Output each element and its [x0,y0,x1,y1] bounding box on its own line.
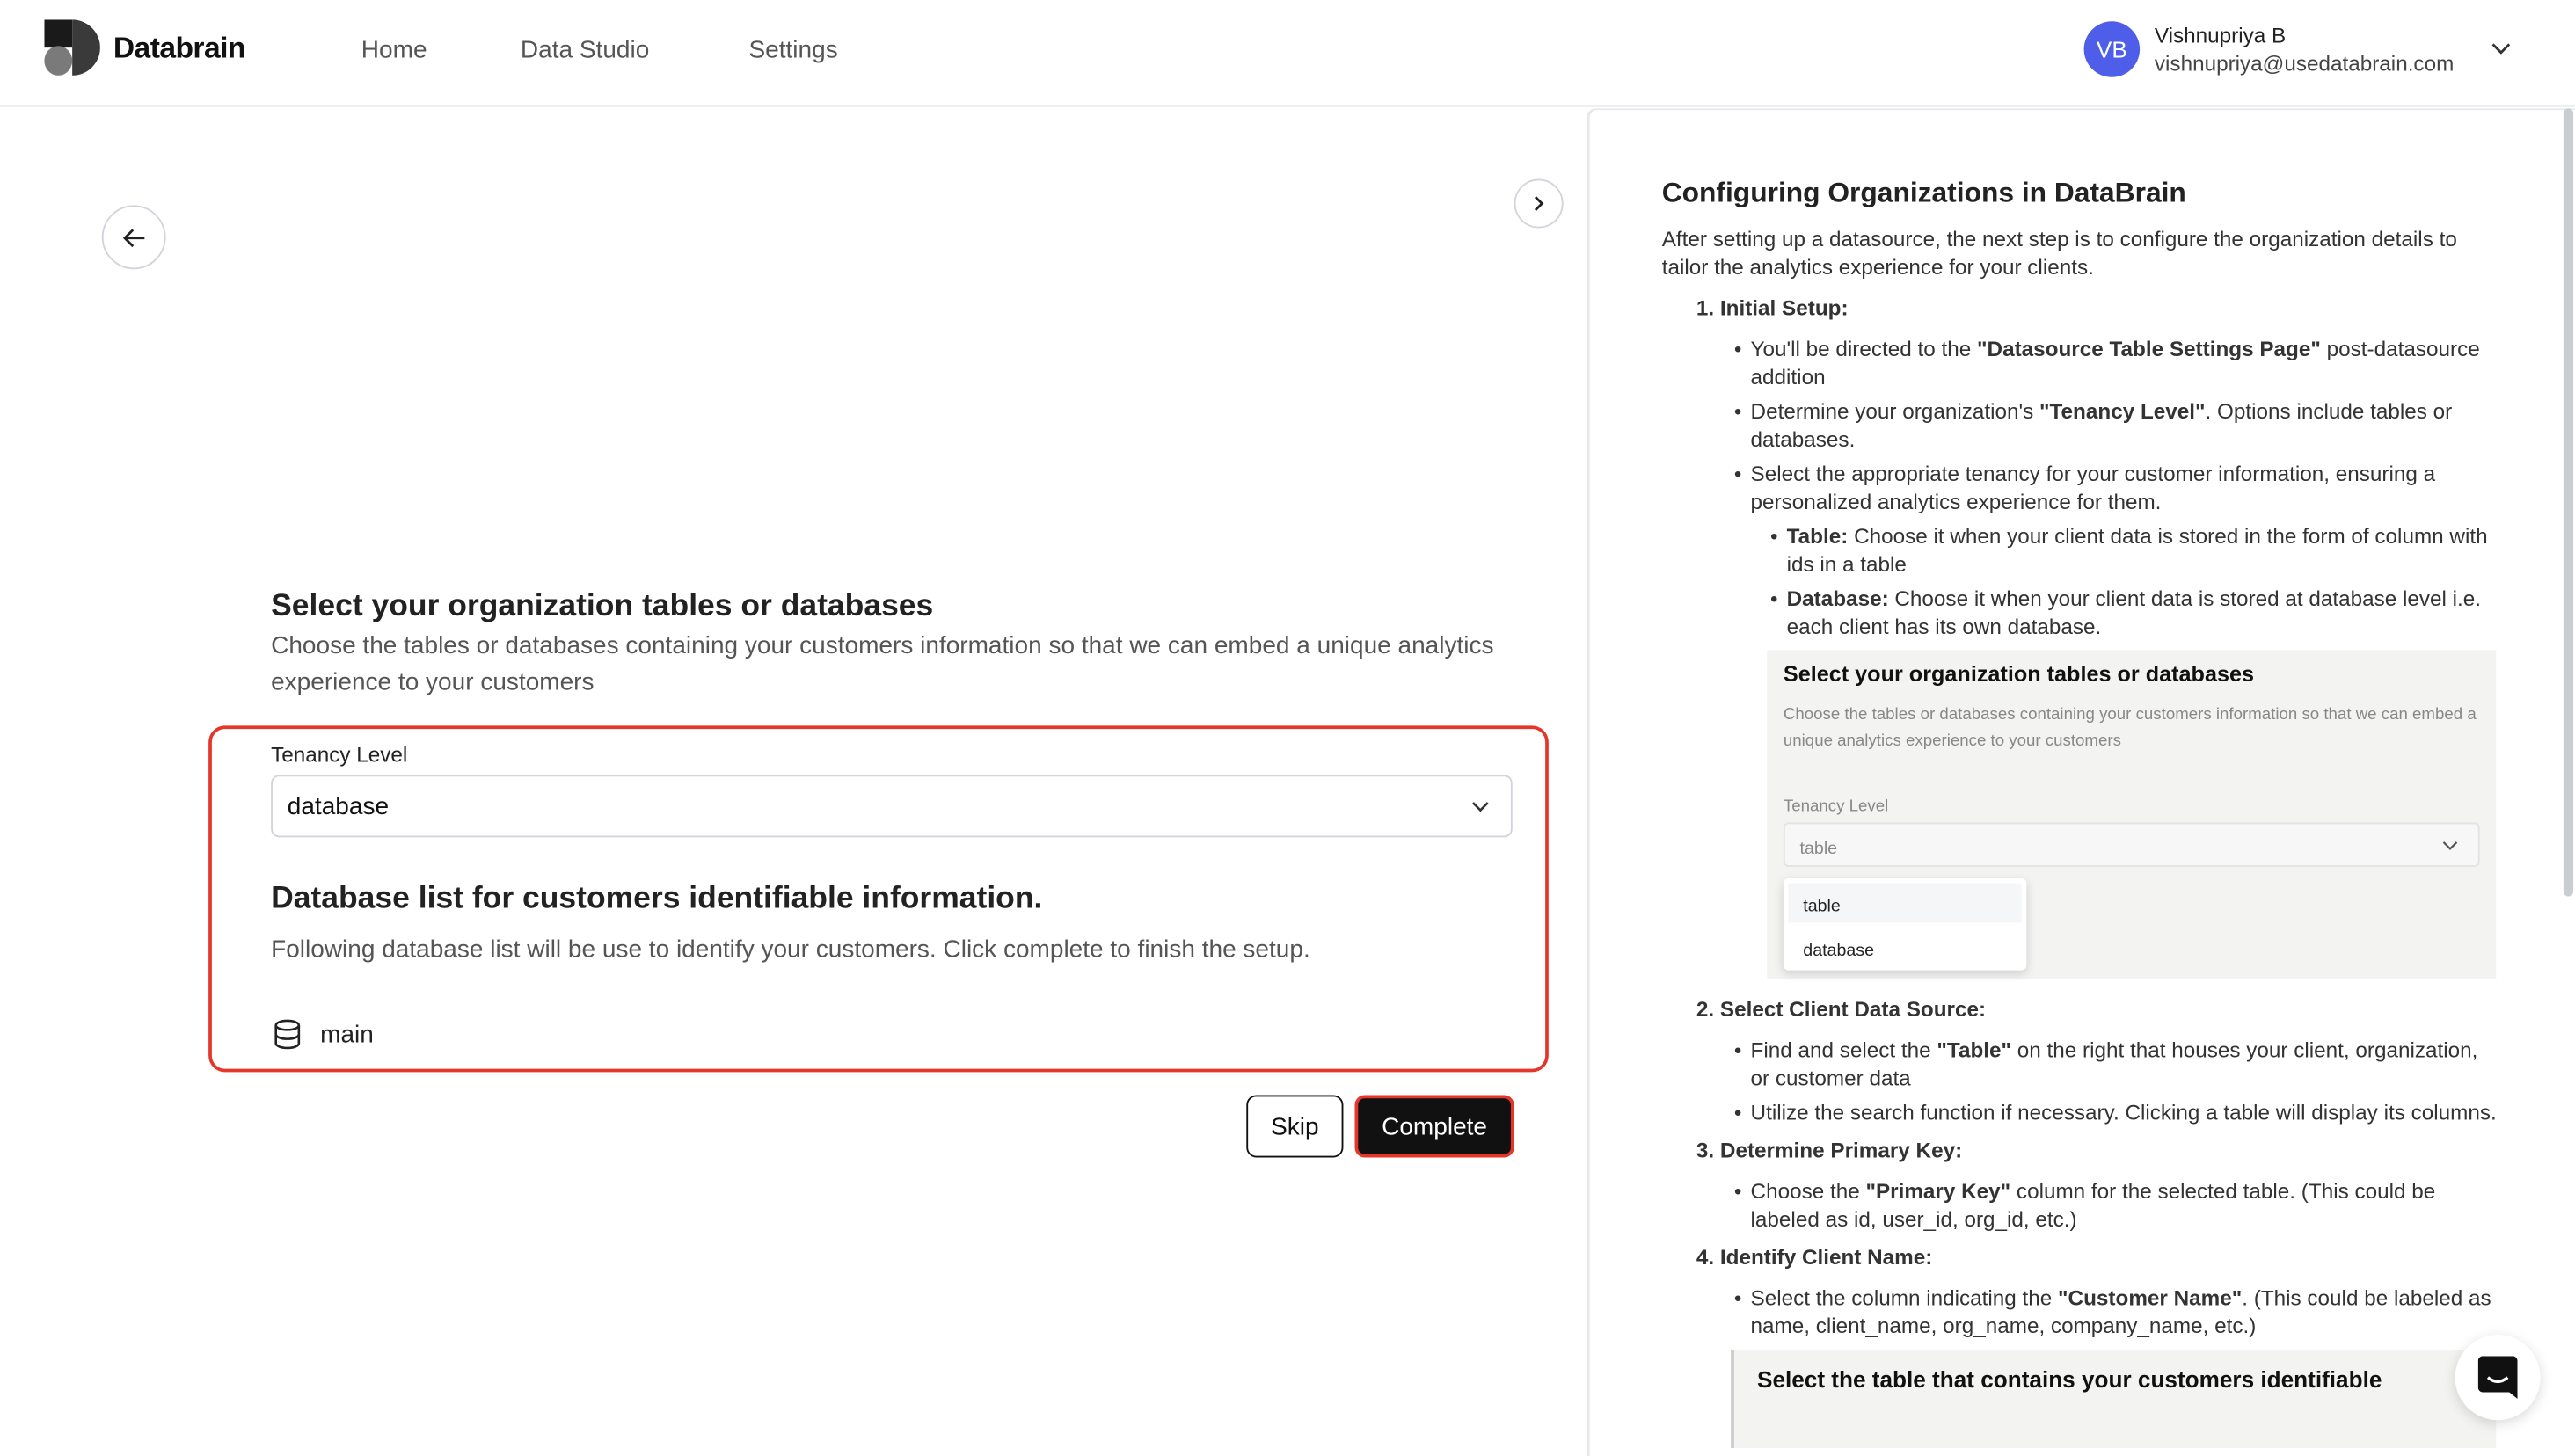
step-heading: 3. Determine Primary Key: [1696,1138,1963,1163]
screenshot-title: Select your organization tables or databases [1783,661,2255,687]
avatar[interactable]: VB [2084,21,2140,76]
tenancy-level-label: Tenancy Level [271,742,408,768]
database-item[interactable] [271,1018,374,1051]
guide-intro: After setting up a datasource, the next step is to configure the organization details to tailor the analytics experience for your clients. [1661,226,2457,280]
nav-home[interactable]: Home [361,36,427,64]
tenancy-level-value: database [287,792,390,821]
list-item: • Select the column indicating the "Customer Name". (This could be labeled as name, client_name, org_name, company_name, etc.) [1734,1284,2499,1339]
chevron-right-icon [1528,193,1548,213]
page-subtitle: Choose the tables or databases containing your customers information so that we can embed a unique analytics experience to your customers [271,631,1494,696]
screenshot-dropdown: table database [1784,878,2026,971]
guide-panel [1587,108,2575,1456]
user-name: Vishnupriya B [2154,23,2287,48]
user-email: vishnupriya@usedatabrain.com [2154,50,2455,76]
list-item: • Utilize the search function if necessary. Clicking a table will display its columns. [1734,1098,2499,1126]
guide-content [1662,179,2499,1448]
chat-button[interactable] [2455,1335,2541,1420]
list-item: • Find and select the "Table" on the right that houses your client, organization, or customer data [1734,1036,2499,1091]
brand-name[interactable]: Databrain [113,31,245,64]
database-name: main [320,1020,374,1049]
chevron-down-icon[interactable] [2490,36,2513,59]
step-heading: 2. Select Client Data Source: [1696,996,1987,1022]
guide-scrollbar[interactable] [2564,108,2573,896]
page-title: Select your organization tables or databases [271,589,934,624]
top-header [0,0,2575,106]
nav-settings[interactable]: Settings [748,36,838,64]
tenancy-level-select[interactable] [271,775,1513,837]
chevron-down-icon [1470,797,1491,818]
nav-data-studio[interactable]: Data Studio [520,36,650,64]
arrow-left-icon [120,224,147,251]
databrain-logo-icon [44,19,99,75]
guide-title: Configuring Organizations in DataBrain [1661,177,2186,209]
guide-screenshot [1767,650,2496,978]
list-item: • Table: Choose it when your client data is stored in the form of column with ids in a table [1770,522,2499,578]
screenshot-desc: Choose the tables or databases containing your customers information so that we can embed a unique analytics experience to your customers [1783,705,2477,751]
database-icon [271,1018,303,1051]
guide-screenshot-2: Select the table that contains your customers identifiable [1731,1350,2496,1448]
database-list-description: Following database list will be use to identify your customers. Click complete to finish the setup. [271,935,1310,965]
database-list-title: Database list for customers identifiable information. [271,881,1043,916]
list-item: • Determine your organization's "Tenancy Level". Options include tables or databases. [1734,397,2499,453]
complete-button[interactable]: Complete [1355,1095,1514,1157]
chat-icon [2478,1356,2518,1399]
toggle-guide-button[interactable] [1514,179,1564,229]
list-item: • You'll be directed to the "Datasource Table Settings Page" post-datasource addition [1734,335,2499,390]
skip-button[interactable]: Skip [1246,1095,1343,1157]
back-button[interactable] [102,205,166,269]
list-item: • Database: Choose it when your client data is stored at database level i.e. each client has its own database. [1770,585,2499,640]
screenshot-label: Tenancy Level [1783,797,1889,817]
step-heading: 1. Initial Setup: [1696,295,1849,321]
screenshot-select: table [1784,823,2480,867]
list-item: • Select the appropriate tenancy for your customer information, ensuring a personalized analytics experience for them. • Table: Choose it when your client data is stored in the form of column with ids in a table • Database: Choose it when your client data is stored at database level i.e. each client has its own database. [1734,460,2499,640]
chevron-down-icon [2442,837,2459,854]
step-heading: 4. Identify Client Name: [1696,1244,1933,1270]
list-item: • Choose the "Primary Key" column for the selected table. (This could be labeled as id, user_id, org_id, etc.) [1734,1177,2499,1233]
